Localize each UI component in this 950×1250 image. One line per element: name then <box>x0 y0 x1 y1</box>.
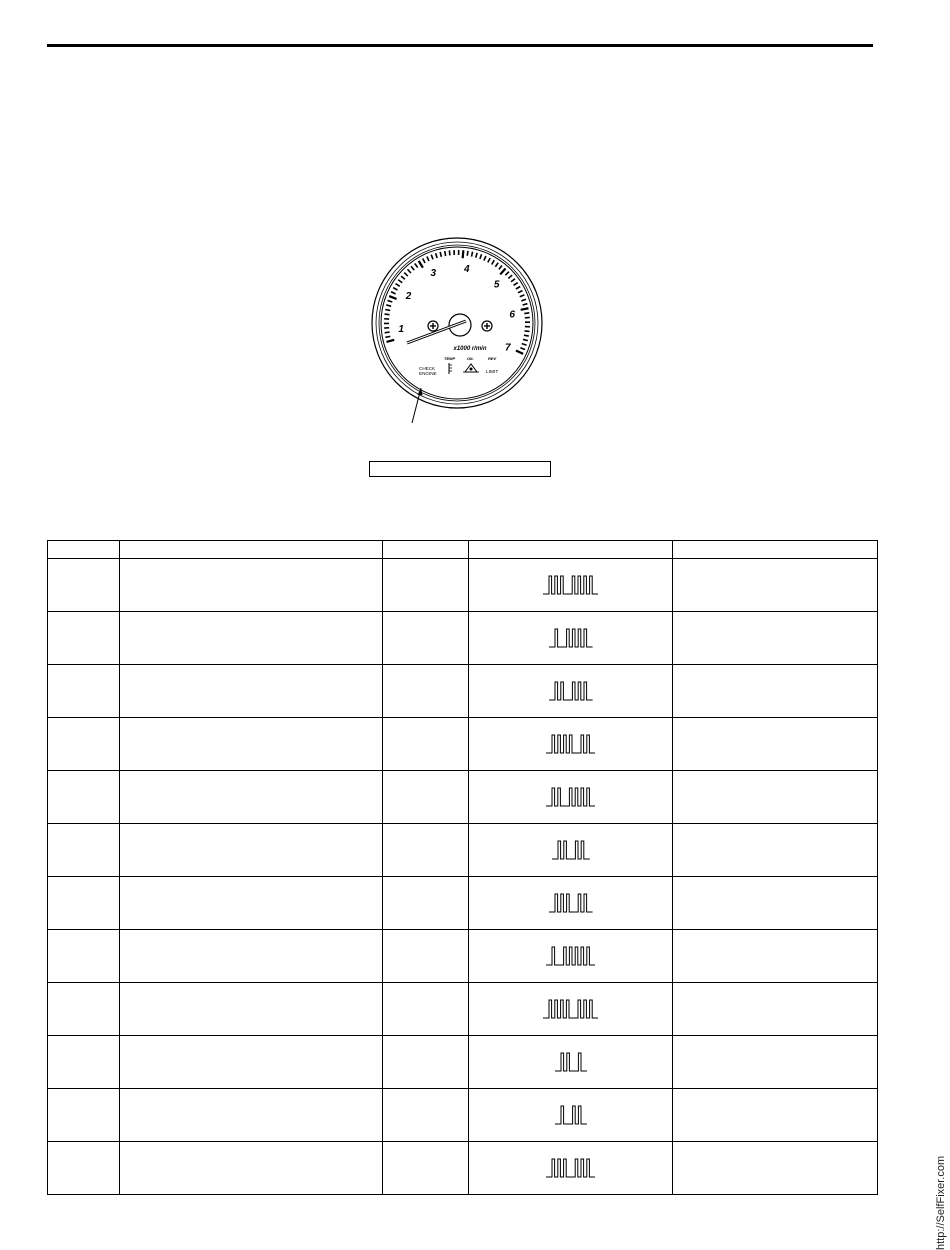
table-cell <box>120 559 383 612</box>
tick-mark <box>431 255 433 260</box>
table-cell <box>120 983 383 1036</box>
oil-label: OIL <box>467 356 474 361</box>
blink-pattern-diagram <box>552 840 590 860</box>
blink-pattern-diagram <box>549 628 593 648</box>
gauge-numeral: 2 <box>405 291 412 302</box>
table-cell <box>673 877 878 930</box>
table-cell <box>673 612 878 665</box>
tick-mark <box>404 273 408 276</box>
table-row <box>48 983 878 1036</box>
blink-pattern-diagram <box>549 681 593 701</box>
blink-pattern-cell <box>469 1089 673 1142</box>
pulse-waveform <box>549 894 593 912</box>
gauge-numeral: 7 <box>505 343 511 354</box>
tick-mark <box>391 292 396 294</box>
limit-label: LIMIT <box>486 369 498 375</box>
tick-mark <box>524 335 529 336</box>
tick-mark <box>415 263 418 267</box>
tick-mark <box>385 314 390 315</box>
table-row <box>48 877 878 930</box>
table-cell <box>120 1089 383 1142</box>
blink-pattern-cell <box>469 877 673 930</box>
table-cell <box>383 930 469 983</box>
blink-pattern-cell <box>469 559 673 612</box>
table-cell <box>120 665 383 718</box>
caption-box <box>369 461 551 477</box>
pulse-waveform <box>552 841 590 859</box>
tick-mark <box>398 280 402 283</box>
tick-mark <box>396 284 400 287</box>
tick-mark <box>389 296 396 299</box>
blink-pattern-diagram <box>546 1158 595 1178</box>
table-cell <box>48 718 120 771</box>
table-cell <box>48 930 120 983</box>
pulse-waveform <box>543 1000 598 1018</box>
tick-mark <box>463 250 464 258</box>
tick-mark <box>524 313 529 314</box>
blink-pattern-cell <box>469 983 673 1036</box>
tick-mark <box>386 340 394 342</box>
screw-right-icon <box>482 321 492 331</box>
tick-mark <box>385 336 390 337</box>
tick-mark <box>445 251 446 256</box>
tick-mark <box>520 348 525 350</box>
tick-mark <box>492 260 495 264</box>
tick-mark <box>488 258 490 262</box>
table-cell <box>383 665 469 718</box>
tick-mark <box>514 283 518 286</box>
table-cell <box>383 983 469 1036</box>
tick-mark <box>388 300 393 302</box>
table-row <box>48 930 878 983</box>
table-row <box>48 1036 878 1089</box>
table-cell <box>383 877 469 930</box>
tick-mark <box>484 256 486 261</box>
table-cell <box>48 1036 120 1089</box>
table-cell <box>48 559 120 612</box>
tick-mark <box>500 268 505 274</box>
pulse-waveform <box>543 576 598 594</box>
blink-pattern-diagram <box>543 575 598 595</box>
header-cell <box>120 541 383 559</box>
tachometer-illustration <box>370 237 550 437</box>
table-row <box>48 665 878 718</box>
table-cell <box>120 771 383 824</box>
blink-pattern-diagram <box>555 1105 587 1125</box>
blink-pattern-cell <box>469 665 673 718</box>
table-row <box>48 612 878 665</box>
table-cell <box>383 824 469 877</box>
pulse-waveform <box>555 1053 587 1071</box>
table-cell <box>120 1142 383 1195</box>
gauge-numeral: 1 <box>398 324 404 335</box>
table-row <box>48 771 878 824</box>
table-cell <box>120 718 383 771</box>
table-cell <box>48 665 120 718</box>
table-header-row <box>48 541 878 559</box>
tick-mark <box>511 279 515 282</box>
table-cell <box>383 771 469 824</box>
table-cell <box>120 930 383 983</box>
table-cell <box>120 877 383 930</box>
tick-mark <box>521 299 526 301</box>
check-label-line2: ENGINE <box>419 371 437 376</box>
table-cell <box>383 718 469 771</box>
gauge-numeral: 4 <box>463 264 470 275</box>
tick-mark <box>467 251 468 256</box>
table-cell <box>48 983 120 1036</box>
table-cell <box>383 612 469 665</box>
rev-label: REV <box>488 356 497 361</box>
tick-mark <box>411 266 414 270</box>
blink-pattern-cell <box>469 824 673 877</box>
temp-icon <box>449 363 452 374</box>
pulse-waveform <box>555 1106 587 1124</box>
blink-pattern-diagram <box>549 893 593 913</box>
tick-mark <box>520 295 525 297</box>
tick-mark <box>436 253 437 258</box>
header-cell <box>673 541 878 559</box>
blink-pattern-cell <box>469 771 673 824</box>
tick-mark <box>495 263 498 267</box>
table-cell <box>673 824 878 877</box>
watermark-url: http://SelfFixer.com <box>935 1156 947 1250</box>
gauge-numeral: 5 <box>494 279 500 290</box>
table-cell <box>673 930 878 983</box>
gauge-numeral: 3 <box>431 268 437 279</box>
header-cell <box>48 541 120 559</box>
blink-pattern-diagram <box>543 999 598 1019</box>
tick-mark <box>518 291 522 293</box>
table-cell <box>673 559 878 612</box>
tick-mark <box>385 309 390 310</box>
unit-label: x1000 r/min <box>452 346 486 352</box>
table-row <box>48 559 878 612</box>
header-rule <box>47 44 873 47</box>
blink-pattern-diagram <box>546 787 595 807</box>
tick-mark <box>516 287 520 290</box>
table-cell <box>383 1036 469 1089</box>
blink-pattern-diagram <box>555 1052 587 1072</box>
table-cell <box>48 771 120 824</box>
blink-pattern-cell <box>469 718 673 771</box>
table-cell <box>673 665 878 718</box>
blink-pattern-cell <box>469 1036 673 1089</box>
tick-mark <box>499 265 502 269</box>
diagnostic-code-table <box>47 540 878 1195</box>
table-cell <box>48 824 120 877</box>
table-cell <box>383 559 469 612</box>
table-cell <box>673 983 878 1036</box>
header-cell <box>383 541 469 559</box>
table-cell <box>120 1036 383 1089</box>
blink-pattern-diagram <box>546 734 595 754</box>
header-cell <box>469 541 673 559</box>
table-row <box>48 1142 878 1195</box>
table-cell <box>673 718 878 771</box>
table-cell <box>48 877 120 930</box>
tick-mark <box>449 250 450 255</box>
table-cell <box>673 1089 878 1142</box>
blink-pattern-cell <box>469 612 673 665</box>
table-cell <box>120 612 383 665</box>
pulse-waveform <box>549 629 593 647</box>
tick-mark <box>516 350 523 353</box>
tick-mark <box>525 331 530 332</box>
table-cell <box>48 612 120 665</box>
tick-mark <box>522 344 527 346</box>
check-label-line1: CHECK <box>419 366 436 371</box>
blink-pattern-cell <box>469 930 673 983</box>
oil-can-icon <box>463 364 479 372</box>
table-cell <box>383 1142 469 1195</box>
pulse-waveform <box>549 682 593 700</box>
tachometer-svg <box>370 237 550 437</box>
pulse-waveform <box>546 947 595 965</box>
table-cell <box>673 771 878 824</box>
table-cell <box>673 1036 878 1089</box>
tick-mark <box>521 308 529 310</box>
tick-mark <box>505 272 509 276</box>
tick-mark <box>440 252 441 257</box>
tick-mark <box>401 276 405 279</box>
tick-mark <box>480 254 482 259</box>
gauge-numeral: 6 <box>509 309 515 320</box>
screw-left-icon <box>428 321 438 331</box>
tick-mark <box>476 253 477 258</box>
table-row <box>48 1089 878 1142</box>
temp-label: TEMP <box>444 356 455 361</box>
blink-pattern-cell <box>469 1142 673 1195</box>
table-cell <box>48 1142 120 1195</box>
pulse-waveform <box>546 1159 595 1177</box>
table-cell <box>48 1089 120 1142</box>
tick-mark <box>419 261 423 268</box>
tick-mark <box>427 256 429 261</box>
tick-mark <box>508 275 512 278</box>
table-row <box>48 718 878 771</box>
pulse-waveform <box>546 788 595 806</box>
tick-mark <box>523 304 528 305</box>
tick-mark <box>472 252 473 257</box>
table-cell <box>383 1089 469 1142</box>
tick-mark <box>386 305 391 306</box>
tick-mark <box>385 332 390 333</box>
pulse-waveform <box>546 735 595 753</box>
table-cell <box>673 1142 878 1195</box>
blink-pattern-diagram <box>546 946 595 966</box>
table-row <box>48 824 878 877</box>
tick-mark <box>408 269 411 273</box>
tick-mark <box>423 259 425 263</box>
tick-mark <box>393 288 397 290</box>
table-cell <box>120 824 383 877</box>
tick-mark <box>523 339 528 340</box>
